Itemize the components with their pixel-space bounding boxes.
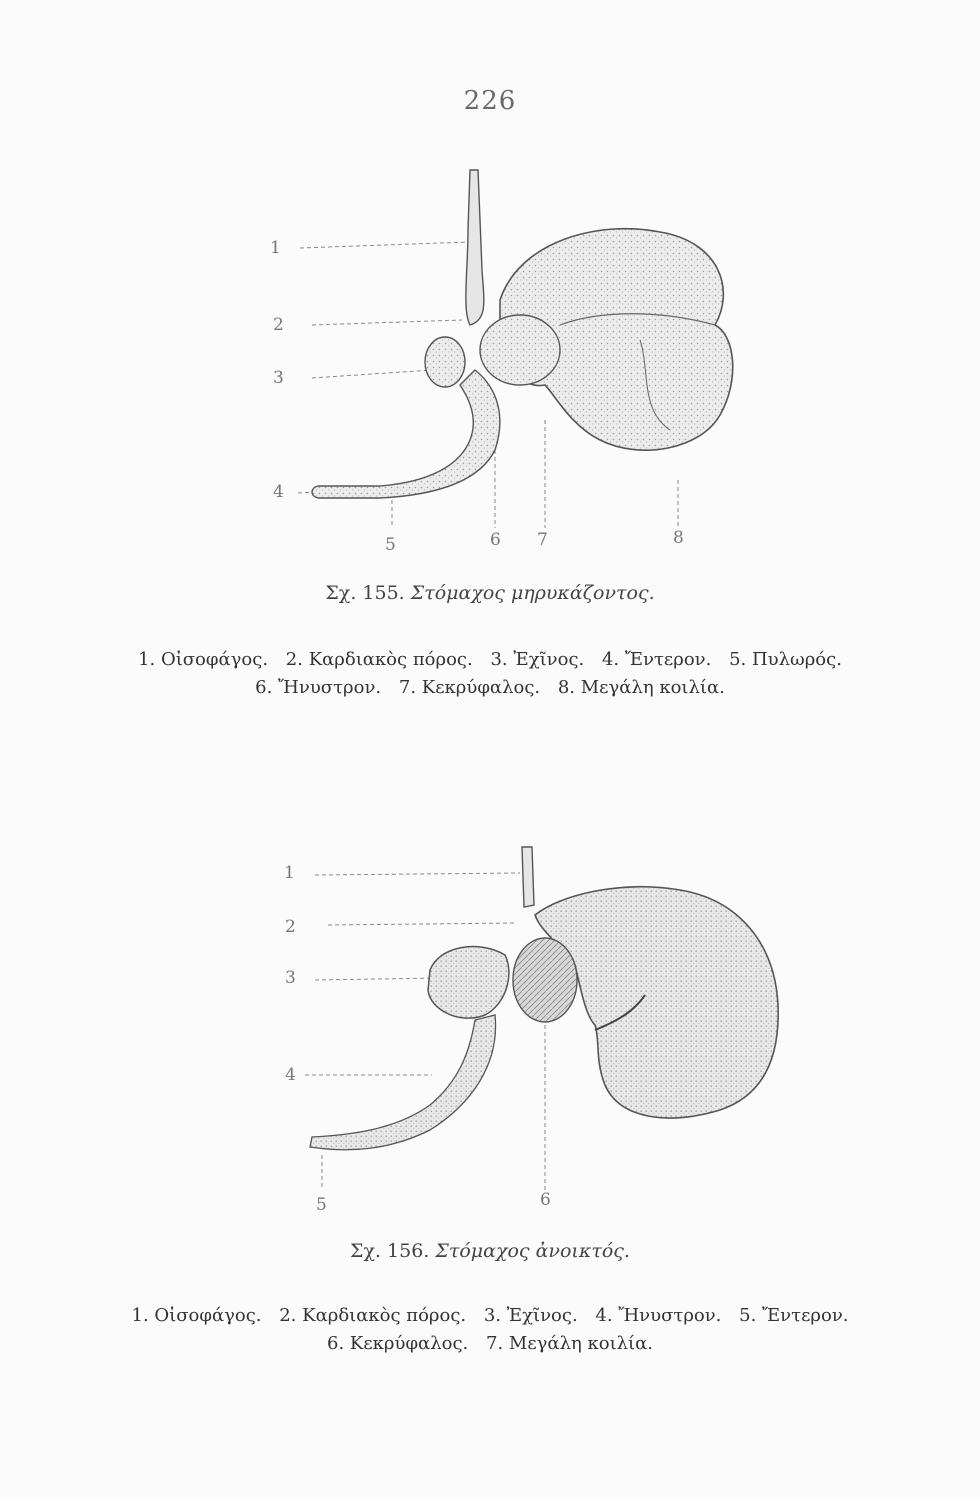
figure-155-legend <box>0 646 980 702</box>
figure-155-label-2: 2 <box>273 315 284 335</box>
figure-156-label-2: 2 <box>285 917 296 937</box>
legend-item: 2. Καρδιακὸς πόρος. <box>285 649 473 670</box>
figure-155-legend-line-2 <box>0 674 980 702</box>
legend-item: 8. Μεγάλη κοιλία. <box>557 677 725 698</box>
figure-155-label-7: 7 <box>537 530 548 550</box>
figure-156-label-3: 3 <box>285 968 296 988</box>
figure-156-legend-line-1 <box>0 1302 980 1330</box>
figure-156-caption <box>0 1240 980 1262</box>
legend-item: 4. Ἤνυστρον. <box>595 1305 722 1326</box>
legend-item: 1. Οἰσοφάγος. <box>131 1305 262 1326</box>
figure-155-legend-line-1 <box>0 646 980 674</box>
legend-item: 7. Κεκρύφαλος. <box>398 677 541 698</box>
legend-item: 6. Ἤνυστρον. <box>255 677 382 698</box>
legend-item: 4. Ἔντερον. <box>601 649 712 670</box>
figure-155-caption-number: Σχ. 155. <box>325 582 405 604</box>
figure-156-label-6: 6 <box>540 1190 551 1210</box>
figure-155-label-6: 6 <box>490 530 501 550</box>
figure-156-label-5: 5 <box>316 1195 327 1215</box>
legend-item: 2. Καρδιακὸς πόρος. <box>279 1305 467 1326</box>
figure-156-label-1: 1 <box>284 863 295 883</box>
legend-item: 1. Οἰσοφάγος. <box>138 649 269 670</box>
legend-item: 7. Μεγάλη κοιλία. <box>486 1333 653 1354</box>
figure-156-label-4: 4 <box>285 1065 296 1085</box>
figure-155-caption-title: Στόμαχος μηρυκάζοντος. <box>410 582 655 604</box>
figure-155-label-3: 3 <box>273 368 284 388</box>
figure-156-legend-line-2 <box>0 1330 980 1358</box>
legend-item: 5. Πυλωρός. <box>729 649 842 670</box>
figure-156-legend <box>0 1302 980 1358</box>
figure-155-label-5: 5 <box>385 535 396 555</box>
figure-155-label-4: 4 <box>273 482 284 502</box>
figure-155-label-1: 1 <box>270 238 281 258</box>
stomach-opened-drawing <box>0 835 980 1225</box>
stomach-ruminant-drawing <box>0 150 980 570</box>
figure-156-illustration <box>0 835 980 1225</box>
figure-155-illustration <box>0 150 980 570</box>
figure-155-caption <box>0 582 980 604</box>
figure-155-label-8: 8 <box>673 528 684 548</box>
legend-item: 3. Ἐχῖνος. <box>483 1305 578 1326</box>
figure-156-caption-number: Σχ. 156. <box>350 1240 430 1262</box>
figure-156-caption-title: Στόμαχος ἀνοικτός. <box>435 1240 630 1262</box>
legend-item: 5. Ἔντερον. <box>739 1305 849 1326</box>
page-number: 226 <box>463 86 517 116</box>
legend-item: 3. Ἐχῖνος. <box>490 649 585 670</box>
legend-item: 6. Κεκρύφαλος. <box>327 1333 469 1354</box>
